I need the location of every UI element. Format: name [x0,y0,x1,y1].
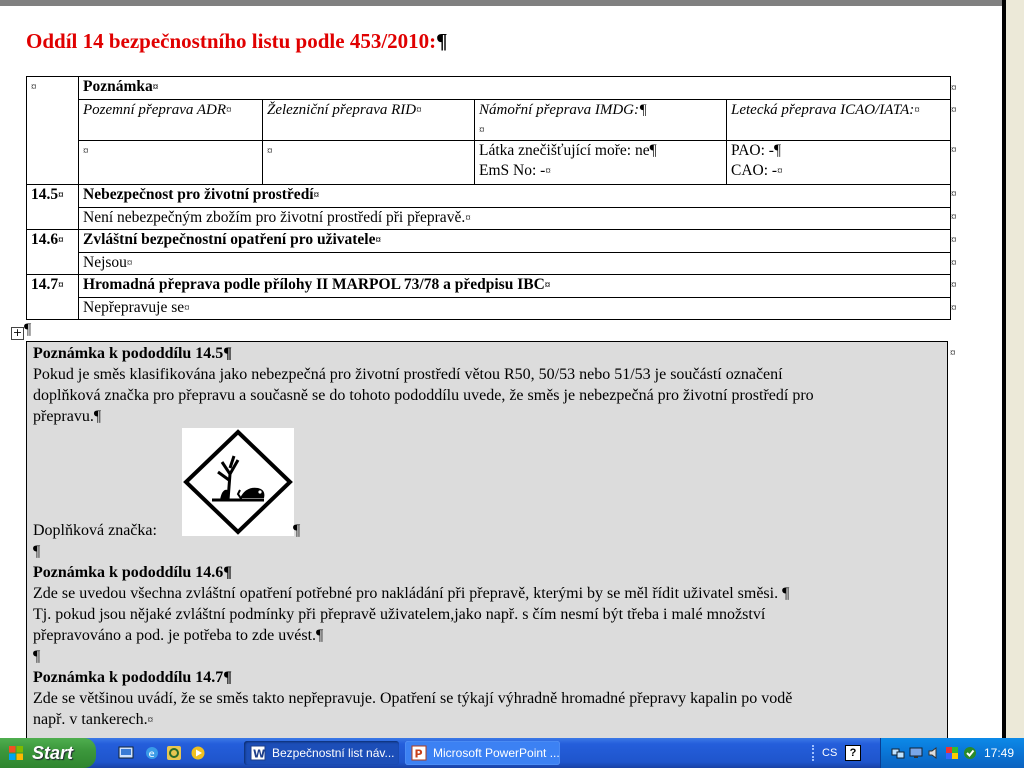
row-end-marker: ¤ [951,211,957,223]
note-14-5-title: Poznámka k pododdílu 14.5¶ [33,345,232,362]
windows-logo-icon [8,745,24,761]
section-title-14-7: Hromadná přeprava podle přílohy II MARPOL 73/78 a předpisu IBC¤ [79,275,951,298]
header-adr: Pozemní přeprava ADR¤ [79,100,263,141]
start-label: Start [32,743,74,763]
section-value-14-5: Není nebezpečným zbožím pro životní prostředí při přepravě.¤ [79,208,951,230]
header-imdg: Námořní přeprava IMDG:¶ ¤ [475,100,727,141]
imdg-value-cell: Látka znečišťující moře: ne¶ EmS No: -¤ [475,141,727,185]
section-value-14-7: Nepřepravuje se¤ [79,298,951,320]
volume-icon[interactable] [927,746,941,760]
section-value-14-6: Nejsou¤ [79,253,951,275]
clock[interactable]: 17:49 [984,746,1015,760]
taskbar [0,738,1024,768]
row-end-marker: ¤ [951,188,957,200]
media-player-icon[interactable] [190,745,206,761]
svg-text:P: P [414,747,423,761]
note-header-cell: Poznámka¤ [79,77,951,100]
note-14-5-text: doplňková značka pro přepravu a současně se do tohoto pododdílu uvede, že směs je nebezpečná pro životní prostředí pro [33,387,814,404]
rid-value-cell: ¤ [263,141,475,185]
update-icon[interactable] [963,746,977,760]
section-heading: Oddíl 14 bezpečnostního listu podle 453/2010:¶ [26,29,448,53]
note-14-7-title: Poznámka k pododdílu 14.7¶ [33,669,232,686]
system-tray [880,738,1024,768]
note-14-6-text: Zde se uvedou všechna zvláštní opatření potřebné pro nakládání při přepravě, kterými by se měl řídit uživatel směsi. ¶ [33,585,790,602]
note-14-7-text: Zde se většinou uvádí, že se směs takto nepřepravuje. Opatření se týkají výhradně hromadné přepravy kapalin po vodě [33,690,793,707]
paragraph-mark: ¶ [33,543,41,560]
security-icon[interactable] [945,746,959,760]
svg-text:e: e [148,749,155,760]
task-word-document[interactable] [244,741,399,765]
internet-explorer-icon[interactable] [144,745,160,761]
row-end-marker: ¤ [951,104,957,116]
row-end-marker: ¤ [951,82,957,94]
section-title-14-6: Zvláštní bezpečnostní opatření pro uživatele¤ [79,230,951,253]
section-number-14-7: 14.7¤ [27,275,79,320]
supplementary-mark-label: Doplňková značka: [33,522,157,539]
section-title-14-5: Nebezpečnost pro životní prostředí¤ [79,185,951,208]
row-end-marker: ¤ [951,279,957,291]
row-end-marker: ¤ [951,302,957,314]
row-end-marker: ¤ [951,144,957,156]
language-indicator[interactable]: CS [822,747,838,759]
section-number-14-5: 14.5¤ [27,185,79,230]
task-powerpoint[interactable] [405,741,560,765]
transport-table [26,76,951,320]
paragraph-mark: ¶ [293,522,301,539]
toolbar-grip [812,745,820,761]
row-end-marker: ¤ [951,234,957,246]
monitor-icon[interactable] [909,746,923,760]
ruler-strip [0,0,1002,6]
show-desktop-icon[interactable] [118,745,134,761]
network-icon[interactable] [891,746,905,760]
header-rid: Železniční přeprava RID¤ [263,100,475,141]
paragraph-mark: ¶ [33,648,41,665]
table-move-handle-icon[interactable]: + [12,326,23,339]
icao-value-cell: PAO: -¶ CAO: -¤ [727,141,951,185]
task-label: Microsoft PowerPoint ... [433,746,560,760]
help-icon[interactable]: ? [845,745,861,761]
svg-text:W: W [253,747,266,761]
paragraph-mark: ¶ [24,321,32,338]
word-icon [250,745,266,761]
task-label: Bezpečnostní list náv... [272,746,395,760]
note-14-6-title: Poznámka k pododdílu 14.6¶ [33,564,232,581]
row-end-marker: ¤ [950,347,956,359]
row-end-marker: ¤ [951,257,957,269]
powerpoint-icon [411,745,427,761]
empty-number-cell: ¤ [27,77,79,185]
note-14-6-text: Tj. pokud jsou nějaké zvláštní podmínky při přepravě uživatelem,jako např. s čím nesmí být třeba i malé množství [33,606,766,623]
note-14-6-text: přepravováno a pod. je potřeba to zde uvést.¶ [33,627,324,644]
adr-value-cell: ¤ [79,141,263,185]
note-14-7-text: např. v tankerech.¤ [33,711,154,728]
section-number-14-6: 14.6¤ [27,230,79,275]
start-button[interactable] [0,738,96,768]
header-icao: Letecká přeprava ICAO/IATA:¤ [727,100,951,141]
notes-box[interactable] [26,341,948,738]
note-14-5-text: přepravu.¶ [33,408,102,425]
outlook-icon[interactable] [166,745,182,761]
window-margin [1006,0,1024,738]
note-14-5-text: Pokud je směs klasifikována jako nebezpečná pro životní prostředí větou R50, 50/53 nebo 51/53 je součástí označení [33,366,783,383]
environment-hazard-pictogram [182,428,294,536]
